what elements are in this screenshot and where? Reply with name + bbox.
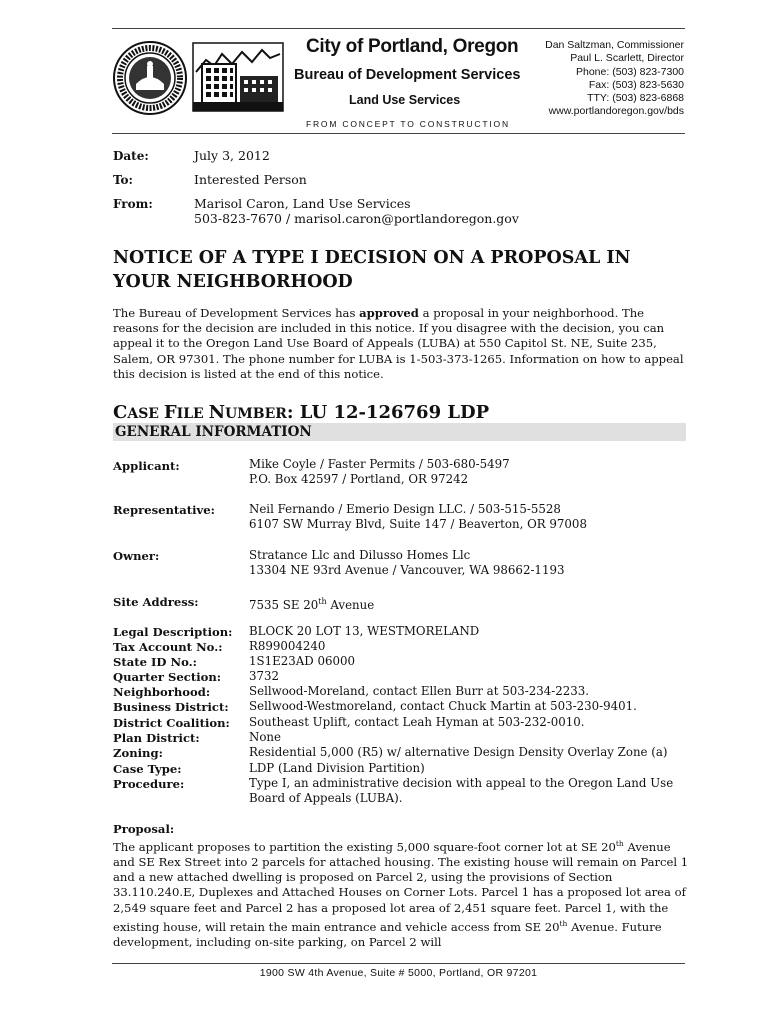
date-value: July 3, 2012 — [194, 148, 270, 163]
tty: TTY: (503) 823-6868 — [587, 92, 684, 105]
site-address-value — [249, 594, 374, 613]
case-file-number — [113, 402, 489, 423]
proposal-sup-1: th — [615, 839, 624, 848]
tagline: FROM CONCEPT TO CONSTRUCTION — [306, 119, 510, 129]
applicant-line-2: P.O. Box 42597 / Portland, OR 97242 — [249, 472, 469, 486]
business-district-value: Sellwood-Westmoreland, contact Chuck Martin at 503-230-9401. — [249, 699, 637, 713]
bureau-name: Bureau of Development Services — [294, 67, 521, 83]
footer-address: 1900 SW 4th Avenue, Suite # 5000, Portland, OR 97201 — [259, 967, 538, 979]
director: Paul L. Scarlett, Director — [570, 52, 684, 65]
contact-block — [484, 39, 684, 119]
site-address-number: 7535 SE 20 — [249, 597, 319, 612]
procedure-line-1: Type I, an administrative decision with appeal to the Oregon Land Use — [249, 776, 674, 790]
from-contact: 503-823-7670 / marisol.caron@portlandoregon.gov — [194, 211, 519, 226]
district-coalition-value: Southeast Uplift, contact Leah Hyman at 503-232-0010. — [249, 715, 585, 729]
applicant-label: Applicant: — [113, 459, 180, 473]
business-district-label: Business District: — [113, 700, 229, 714]
proposal-paragraph — [113, 836, 691, 950]
tax-account-label: Tax Account No.: — [113, 640, 223, 654]
plan-district-value: None — [249, 730, 282, 744]
intro-text-before: The Bureau of Development Services has — [113, 306, 360, 320]
plan-district-label: Plan District: — [113, 731, 200, 745]
neighborhood-label: Neighborhood: — [113, 685, 211, 699]
quarter-section-label: Quarter Section: — [113, 670, 222, 684]
case-initial-c: C — [113, 402, 128, 423]
case-number: : LU 12-126769 LDP — [286, 402, 490, 423]
city-seal-icon — [112, 40, 188, 116]
legal-description-value: BLOCK 20 LOT 13, WESTMORELAND — [249, 624, 480, 638]
website-link[interactable]: www.portlandoregon.gov/bds — [548, 105, 684, 118]
case-initial-f: F — [163, 402, 177, 423]
footer-rule — [112, 963, 685, 964]
case-initial-n: N — [208, 402, 226, 423]
owner-line-2: 13304 NE 93rd Avenue / Vancouver, WA 98662-1193 — [249, 563, 565, 577]
proposal-text-2: Avenue and SE Rex Street into 2 parcels for attached housing. The existing house will remain on Parcel 1 and a new attached dwelling is proposed on Parcel 2, using the provisions of Section 33.110.240.E, Duplexes and Attached Houses on Corner Lots. Parcel 1 has a proposed lot area of 2,549 square feet and Parcel 2 has a proposed lot area of 2,451 square feet. Parcel 1, with the existing house, will retain the main entrance and vehicle access from SE 20 — [113, 839, 689, 934]
zoning-label: Zoning: — [113, 746, 163, 760]
case-word-umber: UMBER — [225, 406, 287, 422]
division-name: Land Use Services — [349, 93, 461, 107]
header-top-rule — [112, 28, 685, 29]
intro-text-after: a proposal in your neighborhood. The reasons for the decision are included in this notice. If you disagree with the decision, you can appeal it to the Oregon Land Use Board of Appeals (LUBA) at 550 Capitol St. NE, Suite 235, Salem, OR 97301. The phone number for LUBA is 1-503-373-1265. Information on how to appeal this decision is listed at the end of this notice. — [113, 306, 684, 381]
tax-account-value: R899004240 — [249, 639, 326, 653]
to-label: To: — [113, 173, 133, 187]
legal-description-label: Legal Description: — [113, 625, 233, 639]
fax: Fax: (503) 823-5630 — [588, 78, 684, 91]
proposal-label: Proposal: — [113, 822, 175, 836]
commissioner: Dan Saltzman, Commissioner — [545, 39, 684, 51]
owner-label: Owner: — [113, 549, 160, 563]
site-address-street: Avenue — [326, 597, 375, 612]
quarter-section-value: 3732 — [249, 669, 280, 683]
phone: Phone: (503) 823-7300 — [576, 65, 684, 78]
representative-line-1: Neil Fernando / Emerio Design LLC. / 503-515-5528 — [249, 502, 561, 516]
from-name: Marisol Caron, Land Use Services — [194, 196, 411, 211]
procedure-label: Procedure: — [113, 777, 185, 791]
representative-line-2: 6107 SW Murray Blvd, Suite 147 / Beaverton, OR 97008 — [249, 517, 587, 531]
site-address-label: Site Address: — [113, 595, 199, 609]
proposal-sup-2: th — [559, 918, 568, 928]
header-bottom-rule — [112, 133, 685, 134]
from-label: From: — [113, 197, 153, 211]
city-name: City of Portland, Oregon — [306, 36, 519, 57]
neighborhood-value: Sellwood-Moreland, contact Ellen Burr at 503-234-2233. — [249, 684, 589, 698]
date-label: Date: — [113, 149, 149, 163]
case-type-label: Case Type: — [113, 762, 182, 776]
proposal-text-3: Avenue. Future development, including on-site parking, on Parcel 2 will — [113, 919, 662, 949]
general-info-heading: GENERAL INFORMATION — [115, 424, 312, 440]
notice-title: NOTICE OF A TYPE I DECISION ON A PROPOSAL IN YOUR NEIGHBORHOOD — [113, 248, 631, 292]
case-word-ile: ILE — [176, 406, 209, 422]
applicant-line-1: Mike Coyle / Faster Permits / 503-680-5497 — [249, 457, 510, 471]
district-coalition-label: District Coalition: — [113, 716, 230, 730]
building-logo-icon — [192, 42, 284, 112]
state-id-value: 1S1E23AD 06000 — [249, 654, 355, 668]
case-type-value: LDP (Land Division Partition) — [249, 761, 425, 775]
case-word-ase: ASE — [127, 406, 164, 422]
intro-paragraph — [113, 306, 688, 382]
to-value: Interested Person — [194, 172, 307, 187]
owner-line-1: Stratance Llc and Dilusso Homes Llc — [249, 548, 471, 562]
state-id-label: State ID No.: — [113, 655, 197, 669]
procedure-line-2: Board of Appeals (LUBA). — [249, 791, 403, 805]
representative-label: Representative: — [113, 503, 215, 517]
site-address-suffix: th — [318, 597, 327, 606]
zoning-value: Residential 5,000 (R5) w/ alternative Design Density Overlay Zone (a) — [249, 745, 668, 759]
proposal-text-1: The applicant proposes to partition the existing 5,000 square-foot corner lot at SE 20 — [113, 839, 616, 854]
intro-emphasis: approved — [359, 306, 419, 320]
